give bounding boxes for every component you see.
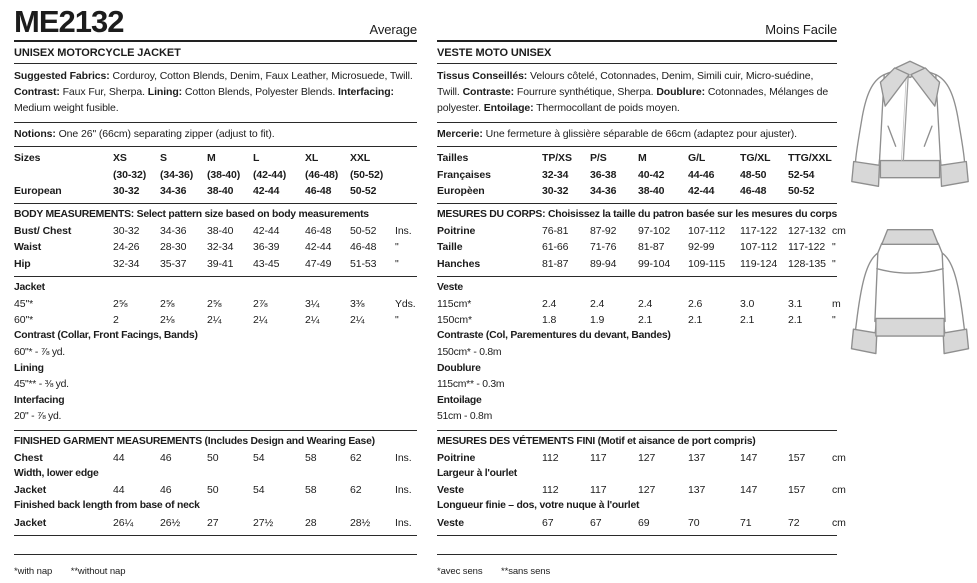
row-value: 147 — [740, 484, 758, 497]
header-left — [14, 6, 417, 42]
row-value: 35-37 — [160, 257, 187, 270]
row-unit: cm — [832, 484, 846, 497]
table-row: MESURES DES VÉTEMENTS FINI (Motif et aisance de port compris) — [437, 435, 756, 447]
footnote-with-nap: *with nap — [14, 565, 53, 577]
row-value: 2¼ — [350, 314, 365, 327]
row-unit: cm — [832, 516, 846, 529]
row-value: 50-52 — [788, 184, 815, 197]
row-value: 72 — [788, 516, 800, 529]
row-value: 36-38 — [590, 168, 617, 181]
row-value: 42-44 — [688, 184, 715, 197]
table-row — [437, 450, 846, 466]
row-value: 50-52 — [350, 225, 377, 238]
row-value: 157 — [788, 484, 806, 497]
interfacing-text-fr: Thermocollant de poids moyen. — [533, 101, 680, 114]
row-value: 89-94 — [590, 257, 617, 270]
row-value: 3.0 — [740, 298, 755, 311]
row-label: 60"* — [14, 314, 34, 327]
row-unit: cm — [832, 451, 846, 464]
row-value: 28 — [305, 516, 317, 529]
row-value: 71 — [740, 516, 752, 529]
row-value: 51-53 — [350, 257, 377, 270]
row-value: 48-50 — [740, 168, 767, 181]
row-value: 46-48 — [305, 184, 332, 197]
table-row: BODY MEASUREMENTS: Select pattern size based on body measurements — [14, 209, 369, 221]
row-value: 112 — [542, 484, 559, 497]
row-value: S — [160, 152, 167, 165]
row-value: XXL — [350, 152, 371, 165]
row-value: 127-132 — [788, 225, 826, 238]
row-label: Europèen — [437, 184, 485, 197]
row-value: 92-99 — [688, 241, 715, 254]
fabrics-label-fr: Tissus Conseillés: — [437, 70, 528, 82]
row-value: (34-36) — [160, 168, 194, 181]
contrast-text-en: Faux Fur, Sherpa. — [59, 85, 148, 98]
row-value: 87-92 — [590, 225, 617, 238]
row-label: Chest — [14, 451, 43, 464]
body-measurements-table-en — [14, 204, 417, 277]
row-label: Bust/ Chest — [14, 225, 72, 238]
row-unit: m — [832, 298, 841, 311]
row-unit: Ins. — [395, 516, 412, 529]
row-value: 47-49 — [305, 257, 332, 270]
interfacing-label-en: Interfacing: — [337, 85, 394, 98]
lining-label-fr: Doublure: — [656, 85, 705, 98]
body-measurements-table-fr — [437, 204, 846, 277]
interfacing-text-en: Medium weight fusible. — [14, 101, 119, 114]
difficulty-label-fr: Moins Facile — [765, 21, 837, 37]
row-value: 32-34 — [113, 257, 140, 270]
row-value: 28-30 — [160, 241, 187, 254]
notions-en — [14, 123, 417, 147]
row-value: 44 — [113, 484, 125, 497]
sizes-table-en — [14, 147, 417, 204]
table-row: FINISHED GARMENT MEASUREMENTS (Includes Design and Wearing Ease) — [14, 435, 375, 447]
row-value: 44 — [113, 451, 125, 464]
row-value: 62 — [350, 484, 362, 497]
row-value: 112 — [542, 451, 559, 464]
row-value: 2¼ — [253, 314, 268, 327]
pattern-number: ME2132 — [14, 4, 124, 39]
row-value: 42-44 — [305, 241, 332, 254]
row-value: 2¼ — [305, 314, 320, 327]
row-value: 36-39 — [253, 241, 280, 254]
row-unit — [832, 183, 837, 199]
jacket-illustrations — [846, 46, 974, 376]
row-value: 3.1 — [788, 298, 803, 311]
row-label: Jacket — [14, 516, 47, 529]
row-label: Françaises — [437, 168, 491, 181]
yardage-table-fr — [437, 277, 841, 431]
garment-title-en: UNISEX MOTORCYCLE JACKET — [14, 42, 417, 64]
row-value: 3¼ — [305, 298, 320, 311]
row-value: 147 — [740, 451, 758, 464]
table-row: Width, lower edge — [14, 468, 99, 480]
row-value: 43-45 — [253, 257, 280, 270]
row-value: M — [207, 152, 216, 165]
row-value: 46-48 — [740, 184, 767, 197]
row-value: 2⅝ — [207, 298, 222, 311]
row-value: 38-40 — [207, 225, 234, 238]
row-value: 76-81 — [542, 225, 569, 238]
row-unit: Ins. — [395, 484, 412, 497]
row-value: 50 — [207, 451, 219, 464]
row-value: 2⅝ — [160, 298, 175, 311]
row-value: 46 — [160, 484, 172, 497]
table-row: Lining — [14, 362, 44, 374]
row-value: 2.1 — [638, 314, 653, 327]
table-row — [437, 183, 837, 199]
fabrics-text-en: Corduroy, Cotton Blends, Denim, Faux Leather, Microsuede, Twill. — [109, 70, 413, 82]
row-label: Poitrine — [437, 451, 476, 464]
lining-label-en: Lining: — [147, 85, 183, 98]
mercerie-fr — [437, 123, 837, 147]
row-value: 2¼ — [207, 314, 222, 327]
row-value: 71-76 — [590, 241, 617, 254]
row-unit: " — [395, 241, 399, 254]
row-value: 2.4 — [590, 298, 605, 311]
row-value: 26½ — [160, 516, 181, 529]
finished-measurements-table-en — [14, 431, 417, 536]
contrast-label-en: Contrast: — [14, 85, 60, 98]
row-value: 1.9 — [590, 314, 605, 327]
table-row: Entoilage — [437, 395, 482, 407]
table-row — [14, 183, 417, 199]
row-value: 2 — [113, 314, 119, 327]
row-value: XS — [113, 152, 127, 165]
row-label: Jacket — [14, 484, 47, 497]
row-value: 3⅜ — [350, 298, 365, 311]
row-value: 32-34 — [542, 168, 569, 181]
row-value: 38-40 — [207, 184, 234, 197]
row-unit: " — [832, 241, 836, 254]
row-value: 117-122 — [788, 241, 826, 254]
footnote-without-nap: **without nap — [70, 565, 126, 577]
table-row: 60"* - ⅞ yd. — [14, 346, 65, 358]
difficulty-label-en: Average — [369, 21, 417, 37]
row-value: 44-46 — [688, 168, 715, 181]
row-label — [14, 167, 113, 183]
table-row — [437, 515, 846, 531]
row-unit: Ins. — [395, 451, 412, 464]
row-value: 58 — [305, 484, 317, 497]
row-value: 157 — [788, 451, 806, 464]
row-value: 2.1 — [740, 314, 755, 327]
table-row — [437, 296, 841, 312]
row-value: 26¼ — [113, 516, 134, 529]
table-row — [14, 515, 417, 531]
row-value: 107-112 — [688, 225, 726, 238]
row-value: M — [638, 152, 647, 165]
row-value: TG/XL — [740, 152, 771, 165]
table-row: Jacket — [14, 281, 45, 293]
row-value: 2.1 — [688, 314, 703, 327]
table-row — [14, 256, 417, 272]
row-value: XL — [305, 152, 319, 165]
mercerie-label-fr: Mercerie: — [437, 128, 483, 141]
row-label: 150cm* — [437, 314, 473, 327]
row-value: 81-87 — [638, 241, 665, 254]
lining-text-en: Cotton Blends, Polyester Blends. — [182, 85, 338, 98]
row-value: 34-36 — [590, 184, 617, 197]
table-row: MESURES DU CORPS: Choisissez la taille du patron basée sur les mesures du corps — [437, 209, 838, 221]
table-row — [14, 167, 417, 183]
interfacing-label-fr: Entoilage: — [483, 101, 534, 114]
row-value: 38-40 — [638, 184, 665, 197]
row-value: 34-36 — [160, 225, 187, 238]
row-unit: Yds. — [395, 298, 416, 311]
sizes-table-fr — [437, 147, 837, 204]
row-value: 2.1 — [788, 314, 803, 327]
row-value: 30-32 — [113, 184, 140, 197]
footnote-sans-sens: **sans sens — [501, 565, 551, 577]
table-row — [437, 256, 837, 272]
row-unit — [395, 167, 417, 183]
table-row: Contrast (Collar, Front Facings, Bands) — [14, 330, 198, 342]
row-value: 81-87 — [542, 257, 569, 270]
row-value: 46 — [160, 451, 172, 464]
table-row — [437, 312, 837, 328]
notions-text-en: One 26" (66cm) separating zipper (adjust to fit). — [55, 128, 275, 141]
header-right — [437, 6, 837, 42]
contrast-label-fr: Contraste: — [462, 85, 515, 98]
table-row: Finished back length from base of neck — [14, 500, 200, 512]
table-row: Contraste (Col, Parementures du devant, Bandes) — [437, 330, 671, 342]
row-value: 2⅝ — [113, 298, 128, 311]
table-row — [437, 150, 837, 166]
table-row: Interfacing — [14, 395, 65, 407]
table-row: Longueur finie – dos, votre nuque à l'ourlet — [437, 500, 640, 512]
row-value: 62 — [350, 451, 362, 464]
row-value: 127 — [638, 451, 656, 464]
garment-title-fr: VESTE MOTO UNISEX — [437, 42, 837, 64]
row-label: Hanches — [437, 257, 481, 270]
row-label: Veste — [437, 516, 464, 529]
row-value: (42-44) — [253, 168, 287, 181]
row-value: 119-124 — [740, 257, 778, 270]
row-unit — [395, 183, 417, 199]
row-value: TP/XS — [542, 152, 572, 165]
row-value: 2⅞ — [253, 298, 268, 311]
row-value: 117 — [590, 451, 607, 464]
table-row — [14, 150, 417, 166]
row-value: 50-52 — [350, 184, 377, 197]
row-label: 45"* — [14, 298, 34, 311]
row-value: 24-26 — [113, 241, 140, 254]
row-value: 30-32 — [542, 184, 569, 197]
row-value: 127 — [638, 484, 656, 497]
table-row: 150cm* - 0.8m — [437, 346, 502, 358]
suggested-fabrics-en — [14, 64, 417, 123]
row-label: 115cm* — [437, 298, 472, 311]
row-value: 50 — [207, 484, 219, 497]
row-value: G/L — [688, 152, 706, 165]
row-value: 58 — [305, 451, 317, 464]
row-value: 27½ — [253, 516, 274, 529]
row-unit: " — [395, 314, 399, 327]
row-label: Veste — [437, 484, 464, 497]
row-value: 2.4 — [542, 298, 557, 311]
table-row — [14, 296, 417, 312]
row-value: 28½ — [350, 516, 371, 529]
footnote-en — [14, 554, 417, 577]
table-row — [14, 239, 417, 255]
jacket-back-illustration — [846, 218, 974, 376]
row-value: TTG/XXL — [788, 152, 832, 165]
row-value: 69 — [638, 516, 650, 529]
row-value: 54 — [253, 451, 265, 464]
row-value: 117-122 — [740, 225, 778, 238]
row-unit: " — [832, 314, 836, 327]
row-value: 61-66 — [542, 241, 569, 254]
row-value: 97-102 — [638, 225, 671, 238]
english-column — [14, 6, 417, 577]
row-value: 46-48 — [305, 225, 332, 238]
row-unit: " — [395, 257, 399, 270]
row-unit — [395, 150, 417, 166]
yardage-table-en — [14, 277, 417, 431]
table-row: Largeur à l'ourlet — [437, 468, 517, 480]
fabrics-label-en: Suggested Fabrics: — [14, 70, 110, 82]
row-value: 30-32 — [113, 225, 140, 238]
row-value: 46-48 — [350, 241, 377, 254]
notions-label-en: Notions: — [14, 128, 56, 141]
row-value: 107-112 — [740, 241, 778, 254]
row-value: 2.4 — [638, 298, 653, 311]
lining-text-fr: Cotonnades, Mélanges de polyester. — [437, 85, 829, 114]
row-value: 39-41 — [207, 257, 234, 270]
suggested-fabrics-fr — [437, 64, 837, 123]
row-value: (30-32) — [113, 168, 147, 181]
row-label: Hip — [14, 257, 31, 270]
table-row: Veste — [437, 281, 463, 293]
footnote-avec-sens: *avec sens — [437, 565, 483, 577]
row-label: Taille — [437, 241, 463, 254]
row-unit: " — [832, 257, 836, 270]
row-value: 2⅛ — [160, 314, 175, 327]
finished-measurements-table-fr — [437, 431, 846, 536]
table-row — [437, 223, 846, 239]
table-row: 45"** - ⅜ yd. — [14, 379, 69, 391]
row-value: 42-44 — [253, 225, 280, 238]
row-label: Sizes — [14, 152, 41, 165]
table-row: Doublure — [437, 362, 481, 374]
row-value: 99-104 — [638, 257, 671, 270]
row-label: Poitrine — [437, 225, 476, 238]
row-label: Tailles — [437, 152, 469, 165]
french-column — [437, 6, 846, 577]
row-unit — [832, 150, 837, 166]
mercerie-text-fr: Une fermeture à glissière séparable de 66cm (adaptez pour ajuster). — [482, 128, 797, 141]
row-unit: Ins. — [395, 225, 412, 238]
row-value: 27 — [207, 516, 219, 529]
row-value: 40-42 — [638, 168, 665, 181]
table-row — [14, 482, 417, 498]
row-value: 67 — [590, 516, 602, 529]
row-value: 67 — [542, 516, 554, 529]
row-label: European — [14, 184, 62, 197]
row-value: (46-48) — [305, 168, 339, 181]
row-value: L — [253, 152, 260, 165]
row-value: 2.6 — [688, 298, 703, 311]
table-row: 20" - ⅞ yd. — [14, 411, 62, 423]
jacket-front-illustration — [846, 46, 974, 214]
row-value: 137 — [688, 484, 706, 497]
footnote-fr — [437, 554, 837, 577]
row-value: (50-52) — [350, 168, 384, 181]
row-value: 54 — [253, 484, 265, 497]
row-value: 1.8 — [542, 314, 557, 327]
table-row — [437, 482, 846, 498]
row-value: 70 — [688, 516, 700, 529]
table-row — [14, 450, 417, 466]
table-row — [14, 223, 417, 239]
row-value: 128-135 — [788, 257, 826, 270]
table-row — [437, 167, 837, 183]
row-value: 32-34 — [207, 241, 234, 254]
row-label: Waist — [14, 241, 42, 254]
row-value: (38-40) — [207, 168, 241, 181]
row-value: P/S — [590, 152, 607, 165]
row-value: 109-115 — [688, 257, 726, 270]
row-value: 137 — [688, 451, 706, 464]
row-value: 117 — [590, 484, 607, 497]
row-value: 42-44 — [253, 184, 280, 197]
row-unit — [832, 167, 837, 183]
table-row: 51cm - 0.8m — [437, 411, 492, 423]
row-value: 34-36 — [160, 184, 187, 197]
row-value: 52-54 — [788, 168, 815, 181]
table-row: 115cm** - 0.3m — [437, 379, 505, 391]
table-row — [437, 239, 837, 255]
table-row — [14, 312, 417, 328]
fabrics-text-fr: Velours côtelé, Cotonnades, Denim, Simili cuir, Micro-suédine, Twill. — [437, 70, 814, 98]
contrast-text-fr: Fourrure synthétique, Sherpa. — [514, 85, 657, 98]
row-unit: cm — [832, 225, 846, 238]
